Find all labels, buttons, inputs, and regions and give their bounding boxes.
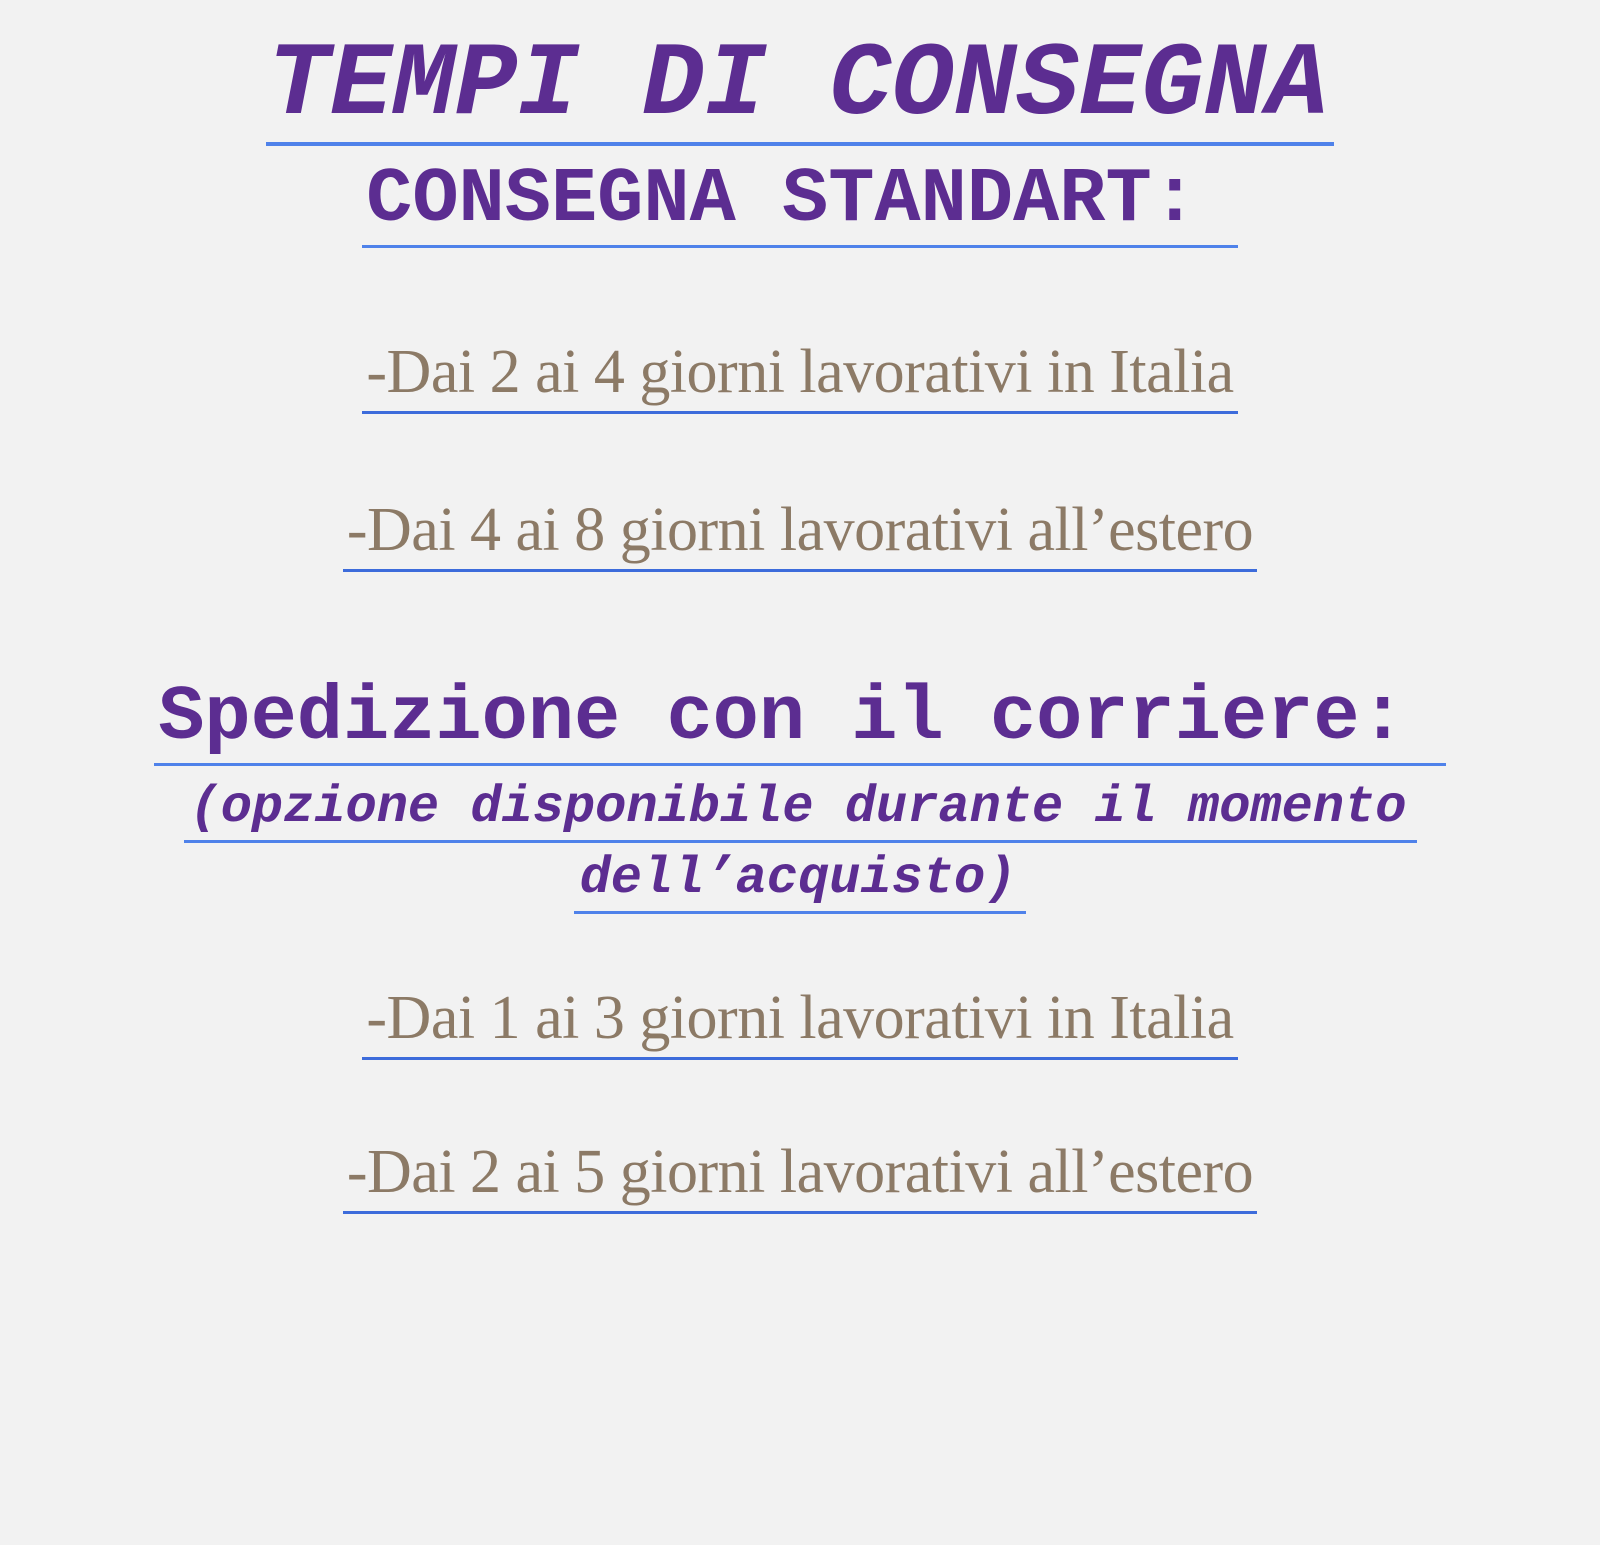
section-heading-courier-shipping-text: Spedizione con il corriere: (154, 680, 1446, 766)
section-heading-standard-delivery-text: CONSEGNA STANDART: (362, 162, 1238, 248)
section-heading-standard-delivery (0, 157, 1600, 248)
courier-delivery-italy-line (0, 986, 1600, 1060)
standard-delivery-abroad-text: -Dai 4 ai 8 giorni lavorativi all’estero (343, 498, 1257, 572)
standard-delivery-italy-line (0, 340, 1600, 414)
courier-shipping-note-line2: dell’acquisto) (574, 853, 1027, 914)
section-heading-courier-shipping (0, 675, 1600, 766)
courier-delivery-abroad-text: -Dai 2 ai 5 giorni lavorativi all’estero (343, 1140, 1257, 1214)
courier-delivery-abroad-line (0, 1140, 1600, 1214)
standard-delivery-italy-text: -Dai 2 ai 4 giorni lavorativi in Italia (362, 340, 1237, 414)
standard-delivery-abroad-line (0, 498, 1600, 572)
courier-delivery-italy-text: -Dai 1 ai 3 giorni lavorativi in Italia (362, 986, 1237, 1060)
page-title (0, 27, 1600, 146)
page-title-text: TEMPI DI CONSEGNA (266, 34, 1335, 146)
courier-shipping-note-line1: (opzione disponibile durante il momento (184, 782, 1417, 843)
courier-shipping-note (0, 772, 1600, 914)
